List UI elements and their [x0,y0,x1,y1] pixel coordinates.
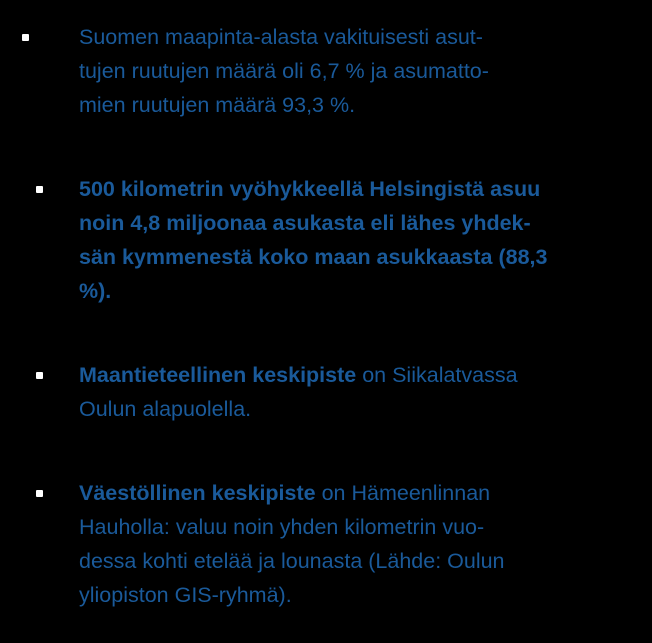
bullet-text [79,358,619,426]
text-line: %). [79,279,112,303]
text-line [79,358,619,392]
text-line: Suomen maapinta-alasta vakituisesti asut- [79,25,483,49]
bullet-icon [36,186,43,193]
text-line: dessa kohti etelää ja lounasta (Lähde: Oulun [79,549,505,573]
text-line: 500 kilometrin vyöhykkeellä Helsingistä asuu [79,177,541,201]
text-line: mien ruutujen määrä 93,3 %. [79,93,356,117]
text-rest: on Siikalatvassa [356,363,518,387]
text-line: noin 4,8 miljoonaa asukasta eli lähes yhdek- [79,211,531,235]
bullet-text [79,172,619,308]
bold-term: Maantieteellinen keskipiste [79,363,357,387]
text-rest: on Hämeenlinnan [315,481,491,505]
bold-term: Väestöllinen keskipiste [79,481,316,505]
text-line: tujen ruutujen määrä oli 6,7 % ja asumatto- [79,59,489,83]
text-line: sän kymmenestä koko maan asukkaasta (88,3 [79,245,548,269]
bullet-text [79,476,619,612]
bullet-text [79,20,619,122]
bullet-icon [22,34,29,41]
bullet-icon [36,490,43,497]
text-line: Hauholla: valuu noin yhden kilometrin vuo- [79,515,485,539]
text-line [79,476,619,510]
bullet-icon [36,372,43,379]
text-line: Oulun alapuolella. [79,397,252,421]
text-line: yliopiston GIS-ryhmä). [79,583,292,607]
